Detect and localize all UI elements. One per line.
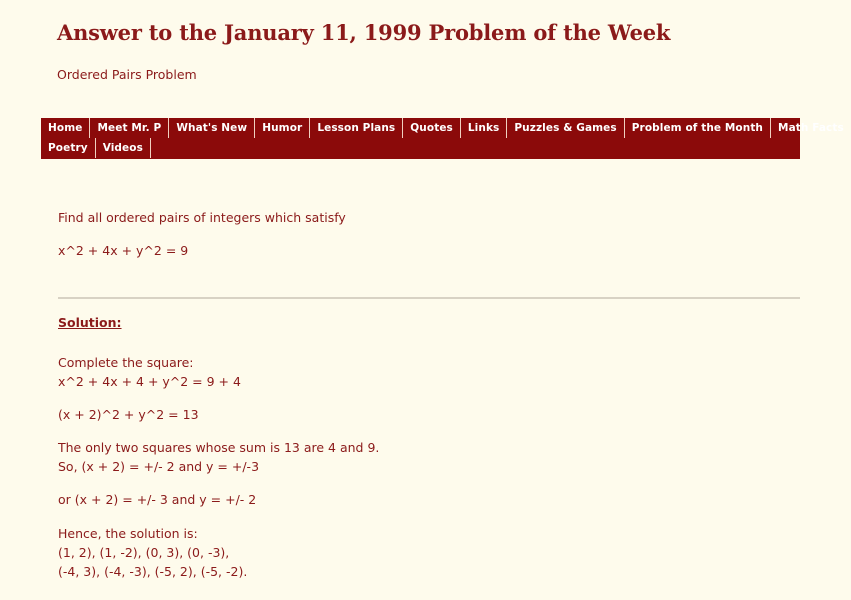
solution-text: Hence, the solution is: xyxy=(58,526,198,541)
nav-item-links[interactable]: Links xyxy=(461,118,508,138)
problem-intro: Find all ordered pairs of integers which satisfy xyxy=(58,210,346,225)
solution-answer-pairs: (-4, 3), (-4, -3), (-5, 2), (-5, -2). xyxy=(58,564,248,579)
solution-step-answer xyxy=(58,524,247,581)
nav-item-puzzles-games[interactable]: Puzzles & Games xyxy=(507,118,624,138)
solution-text: The only two squares whose sum is 13 are 4 and 9. xyxy=(58,440,380,455)
solution-text: Complete the square: xyxy=(58,355,194,370)
nav-item-quotes[interactable]: Quotes xyxy=(403,118,461,138)
solution-step-alternative xyxy=(58,490,256,509)
solution-step-complete-square xyxy=(58,353,241,391)
solution-text: or (x + 2) = +/- 3 and y = +/- 2 xyxy=(58,492,257,507)
nav-item-math-facts[interactable]: Math Facts xyxy=(778,122,844,134)
nav-item-humor[interactable]: Humor xyxy=(255,118,310,138)
nav-item-meet-mr-p[interactable]: Meet Mr. P xyxy=(90,118,169,138)
solution-heading: Solution: xyxy=(58,315,122,330)
solution-equation: x^2 + 4x + 4 + y^2 = 9 + 4 xyxy=(58,374,241,389)
problem-equation: x^2 + 4x + y^2 = 9 xyxy=(58,243,189,258)
nav-item-problem-of-the-month[interactable]: Problem of the Month xyxy=(625,118,771,138)
solution-answer-pairs: (1, 2), (1, -2), (0, 3), (0, -3), xyxy=(58,545,230,560)
solution-equation: (x + 2)^2 + y^2 = 13 xyxy=(58,407,199,422)
nav-item-lesson-plans[interactable]: Lesson Plans xyxy=(310,118,403,138)
nav-item-poetry[interactable]: Poetry xyxy=(41,138,96,158)
solution-step-factored xyxy=(58,405,199,424)
solution-step-squares xyxy=(58,438,379,476)
nav-row-1 xyxy=(41,118,851,138)
nav-row-2 xyxy=(41,138,151,158)
page-subtitle: Ordered Pairs Problem xyxy=(57,67,197,82)
main-navigation xyxy=(41,118,844,159)
nav-item-videos[interactable]: Videos xyxy=(96,138,151,158)
section-divider xyxy=(58,297,800,299)
nav-item-home[interactable]: Home xyxy=(41,118,90,138)
nav-item-whats-new[interactable]: What's New xyxy=(169,118,255,138)
solution-text: So, (x + 2) = +/- 2 and y = +/-3 xyxy=(58,459,260,474)
page-title: Answer to the January 11, 1999 Problem of the Week xyxy=(57,20,671,45)
